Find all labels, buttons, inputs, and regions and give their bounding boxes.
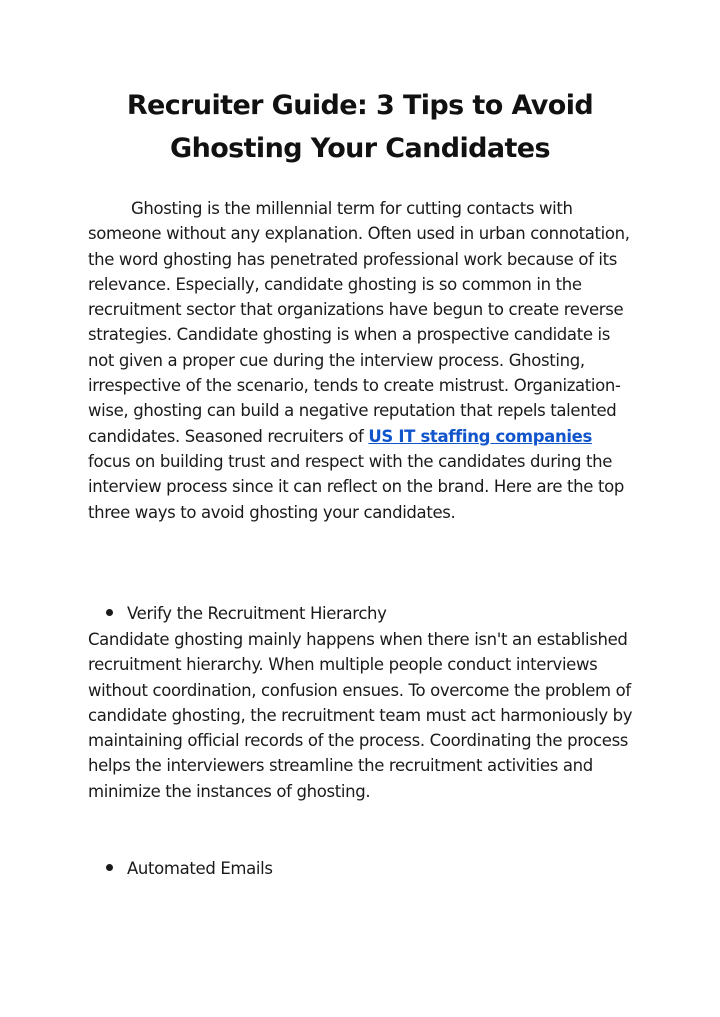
intro-text-before-link: Ghosting is the millennial term for cutting contacts with someone without any explanation. Often used in urban connotation, the word ghosting has penetrated professional work because of its relevance. Especially, candidate ghosting is so common in the recruitment sector that organizations have begun to create reverse strategies. Candidate ghosting is when a prospective candidate is not given a proper cue during the interview process. Ghosting, irrespective of the scenario, tends to create mistrust. Organization-wise, ghosting can build a negative reputation that repels talented candidates. Seasoned recruiters of: [88, 199, 630, 446]
bullet-dot-icon: [106, 609, 113, 616]
bullet-dot-icon: [106, 864, 113, 871]
section-paragraph-recruitment-hierarchy: Candidate ghosting mainly happens when there isn't an established recruitment hierarchy. When multiple people conduct interviews without coordination, confusion ensues. To overcome the problem of candidate ghosting, the recruitment team must act harmoniously by maintaining official records of the process. Coordinating the process helps the interviewers streamline the recruitment activities and minimize the instances of ghosting.: [88, 630, 633, 801]
bullet-label: Automated Emails: [127, 859, 273, 878]
intro-paragraph: [88, 196, 636, 525]
bullet-label: Verify the Recruitment Hierarchy: [127, 604, 387, 623]
bullet-item-recruitment-hierarchy: [106, 601, 636, 626]
document-title: Recruiter Guide: 3 Tips to Avoid Ghosting Your Candidates: [126, 90, 594, 164]
us-it-staffing-link[interactable]: US IT staffing companies: [368, 426, 592, 446]
bullet-item-automated-emails: [106, 856, 636, 881]
intro-text-after-link: focus on building trust and respect with the candidates during the interview process since it can reflect on the brand. Here are the top three ways to avoid ghosting your candidates.: [88, 451, 624, 522]
